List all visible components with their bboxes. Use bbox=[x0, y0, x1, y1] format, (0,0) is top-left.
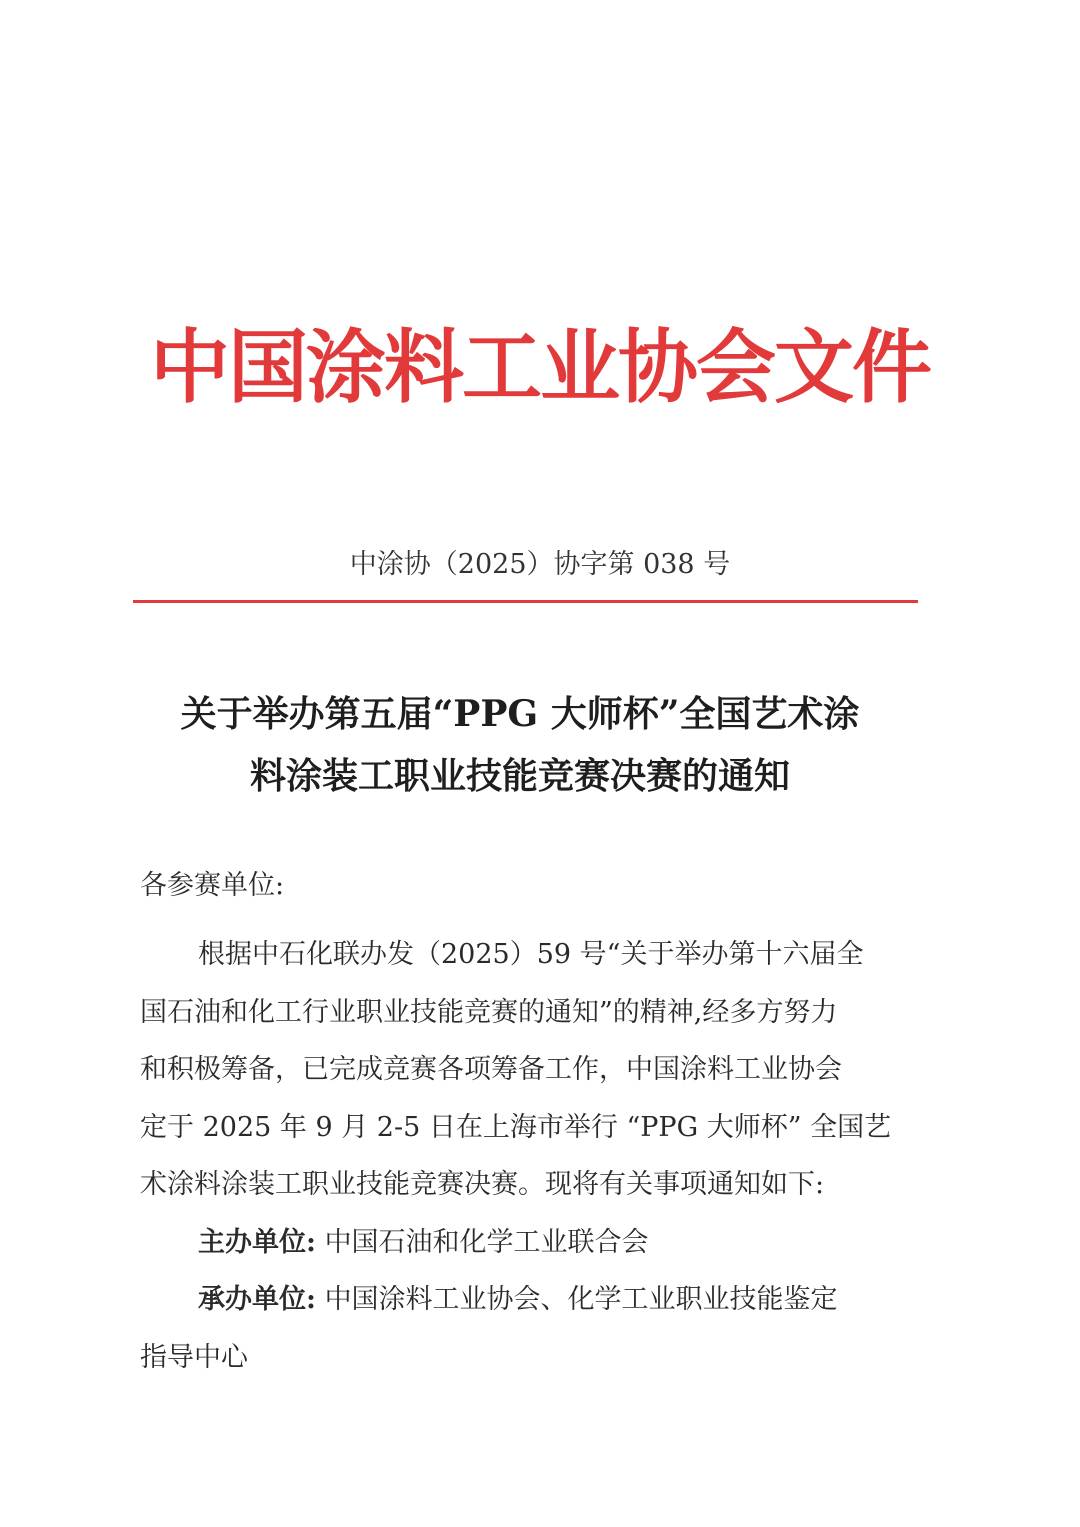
notice-title-line-1: 关于举办第五届“PPG 大师杯”全国艺术涂 bbox=[180, 693, 860, 735]
org-document-header: 中国涂料工业协会文件 bbox=[150, 321, 930, 414]
document-number: 中涂协（2025）协字第 038 号 bbox=[349, 549, 731, 580]
notice-title bbox=[140, 683, 900, 807]
notice-body bbox=[140, 926, 900, 1386]
host-value-continued: 指导中心 bbox=[140, 1341, 248, 1373]
organizer-label: 主办单位: bbox=[198, 1226, 316, 1258]
body-line: 和积极筹备，已完成竞赛各项筹备工作，中国涂料工业协会 bbox=[140, 1054, 842, 1085]
host-row bbox=[140, 1271, 900, 1329]
body-line: 国石油和化工行业职业技能竞赛的通知”的精神,经多方努力 bbox=[140, 996, 838, 1028]
organizer-row bbox=[140, 1214, 900, 1272]
header-divider bbox=[133, 600, 918, 603]
body-line: 定于 2025 年 9 月 2-5 日在上海市举行 “PPG 大师杯” 全国艺 bbox=[140, 1111, 892, 1143]
salutation: 各参赛单位: bbox=[140, 870, 285, 901]
organizer-value: 中国石油和化学工业联合会 bbox=[324, 1226, 649, 1258]
host-label: 承办单位: bbox=[198, 1284, 316, 1315]
body-line: 根据中石化联办发（2025）59 号“关于举办第十六届全 bbox=[198, 939, 864, 970]
notice-title-line-2: 料涂装工职业技能竞赛决赛的通知 bbox=[249, 755, 790, 797]
host-value: 中国涂料工业协会、化学工业职业技能鉴定 bbox=[324, 1284, 838, 1315]
body-line: 术涂料涂装工职业技能竞赛决赛。现将有关事项通知如下: bbox=[140, 1169, 825, 1200]
